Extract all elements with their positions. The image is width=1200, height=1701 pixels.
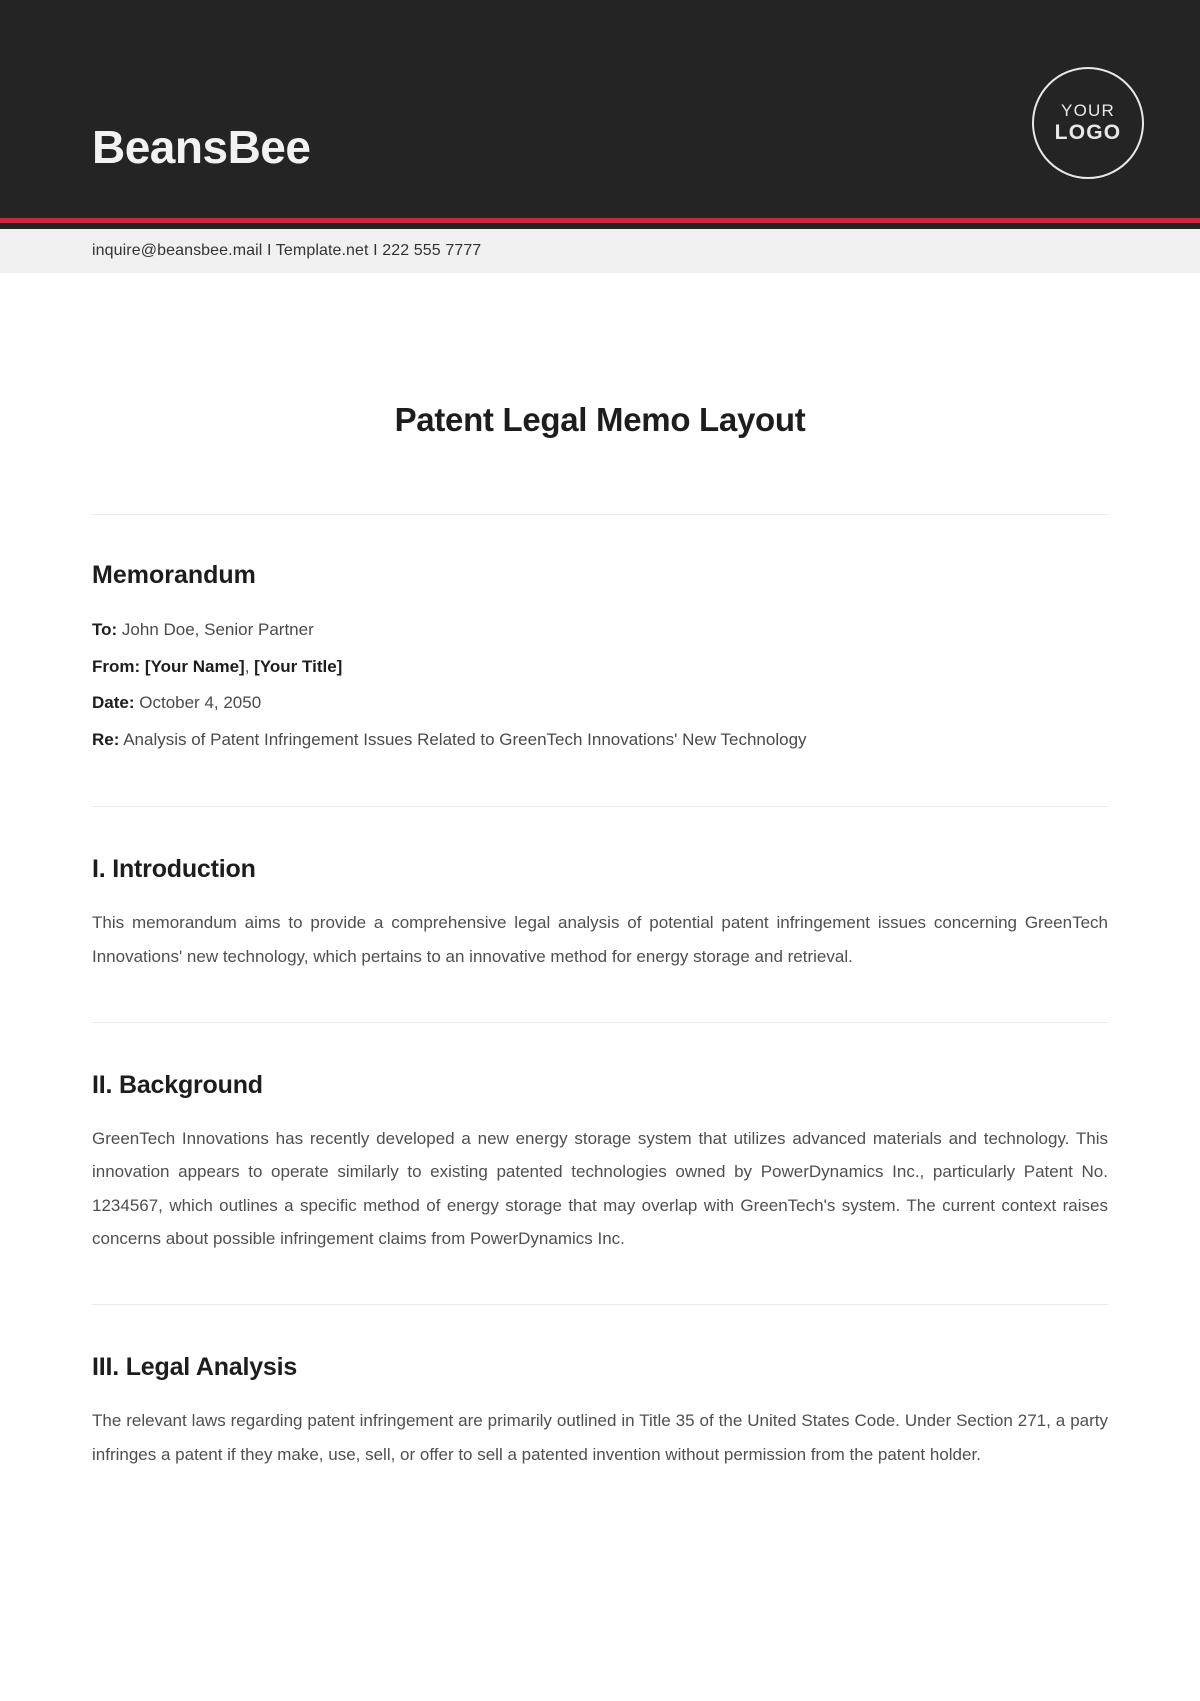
section-paragraph: GreenTech Innovations has recently developed a new energy storage system that utilizes advanced materials and technology. This innovation appears to operate similarly to existing patented technologies owned by PowerDynamics Inc., particularly Patent No. 1234567, which outlines a specific method of energy storage that may overlap with GreenTech's system. The current context raises concerns about possible infringement claims from PowerDynamics Inc. xyxy=(92,1128,1108,1249)
section-paragraph: This memorandum aims to provide a comprehensive legal analysis of potential patent infringement issues concerning GreenTech Innovations' new technology, which pertains to an innovative method for energy storage and retrieval. xyxy=(92,913,1108,966)
contact-info-text: inquire@beansbee.mail I Template.net I 222 555 7777 xyxy=(92,242,482,259)
memo-re-row xyxy=(92,722,1108,759)
section-heading: III. Legal Analysis xyxy=(92,1353,298,1382)
brand-wordmark: BeansBee xyxy=(92,121,311,173)
section-heading: II. Background xyxy=(92,1070,263,1099)
memo-from-name: [Your Name] xyxy=(144,656,245,676)
memo-to-label: To: xyxy=(92,620,118,639)
memo-from-separator: , xyxy=(244,656,255,676)
divider-introduction xyxy=(92,1022,1108,1023)
logo-line-two: LOGO xyxy=(1054,120,1122,144)
divider-title xyxy=(92,514,1108,515)
memo-from-row xyxy=(92,649,1108,686)
document-body xyxy=(0,401,1200,1471)
page-header xyxy=(0,0,1200,218)
section-legal-analysis xyxy=(92,1353,1108,1471)
memorandum-fields xyxy=(92,612,1108,758)
memorandum-block xyxy=(92,561,1108,758)
page-title: Patent Legal Memo Layout xyxy=(394,401,806,438)
memo-to-row xyxy=(92,612,1108,649)
your-logo-placeholder-icon xyxy=(1032,67,1144,179)
memo-date-row xyxy=(92,685,1108,722)
memo-from-label: From: xyxy=(92,656,141,676)
section-background xyxy=(92,1071,1108,1257)
memorandum-heading: Memorandum xyxy=(92,561,256,589)
memo-re-value: Analysis of Patent Infringement Issues Related to GreenTech Innovations' New Technology xyxy=(123,729,807,749)
section-introduction xyxy=(92,855,1108,973)
logo-line-one: YOUR xyxy=(1061,101,1115,121)
divider-background xyxy=(92,1304,1108,1305)
section-paragraph: The relevant laws regarding patent infringement are primarily outlined in Title 35 of the United States Code. Under Section 271, a party infringes a patent if they make, use, sell, or offer to sell a patented invention without permission from the patent holder. xyxy=(92,1411,1108,1464)
contact-info-bar xyxy=(0,229,1200,273)
memo-date-value: October 4, 2050 xyxy=(139,693,262,713)
divider-memorandum xyxy=(92,806,1108,807)
memo-re-label: Re: xyxy=(92,729,120,749)
memo-to-value: John Doe, Senior Partner xyxy=(121,620,314,639)
memo-date-label: Date: xyxy=(92,693,135,713)
memo-from-title: [Your Title] xyxy=(254,656,343,676)
section-heading: I. Introduction xyxy=(92,855,256,884)
